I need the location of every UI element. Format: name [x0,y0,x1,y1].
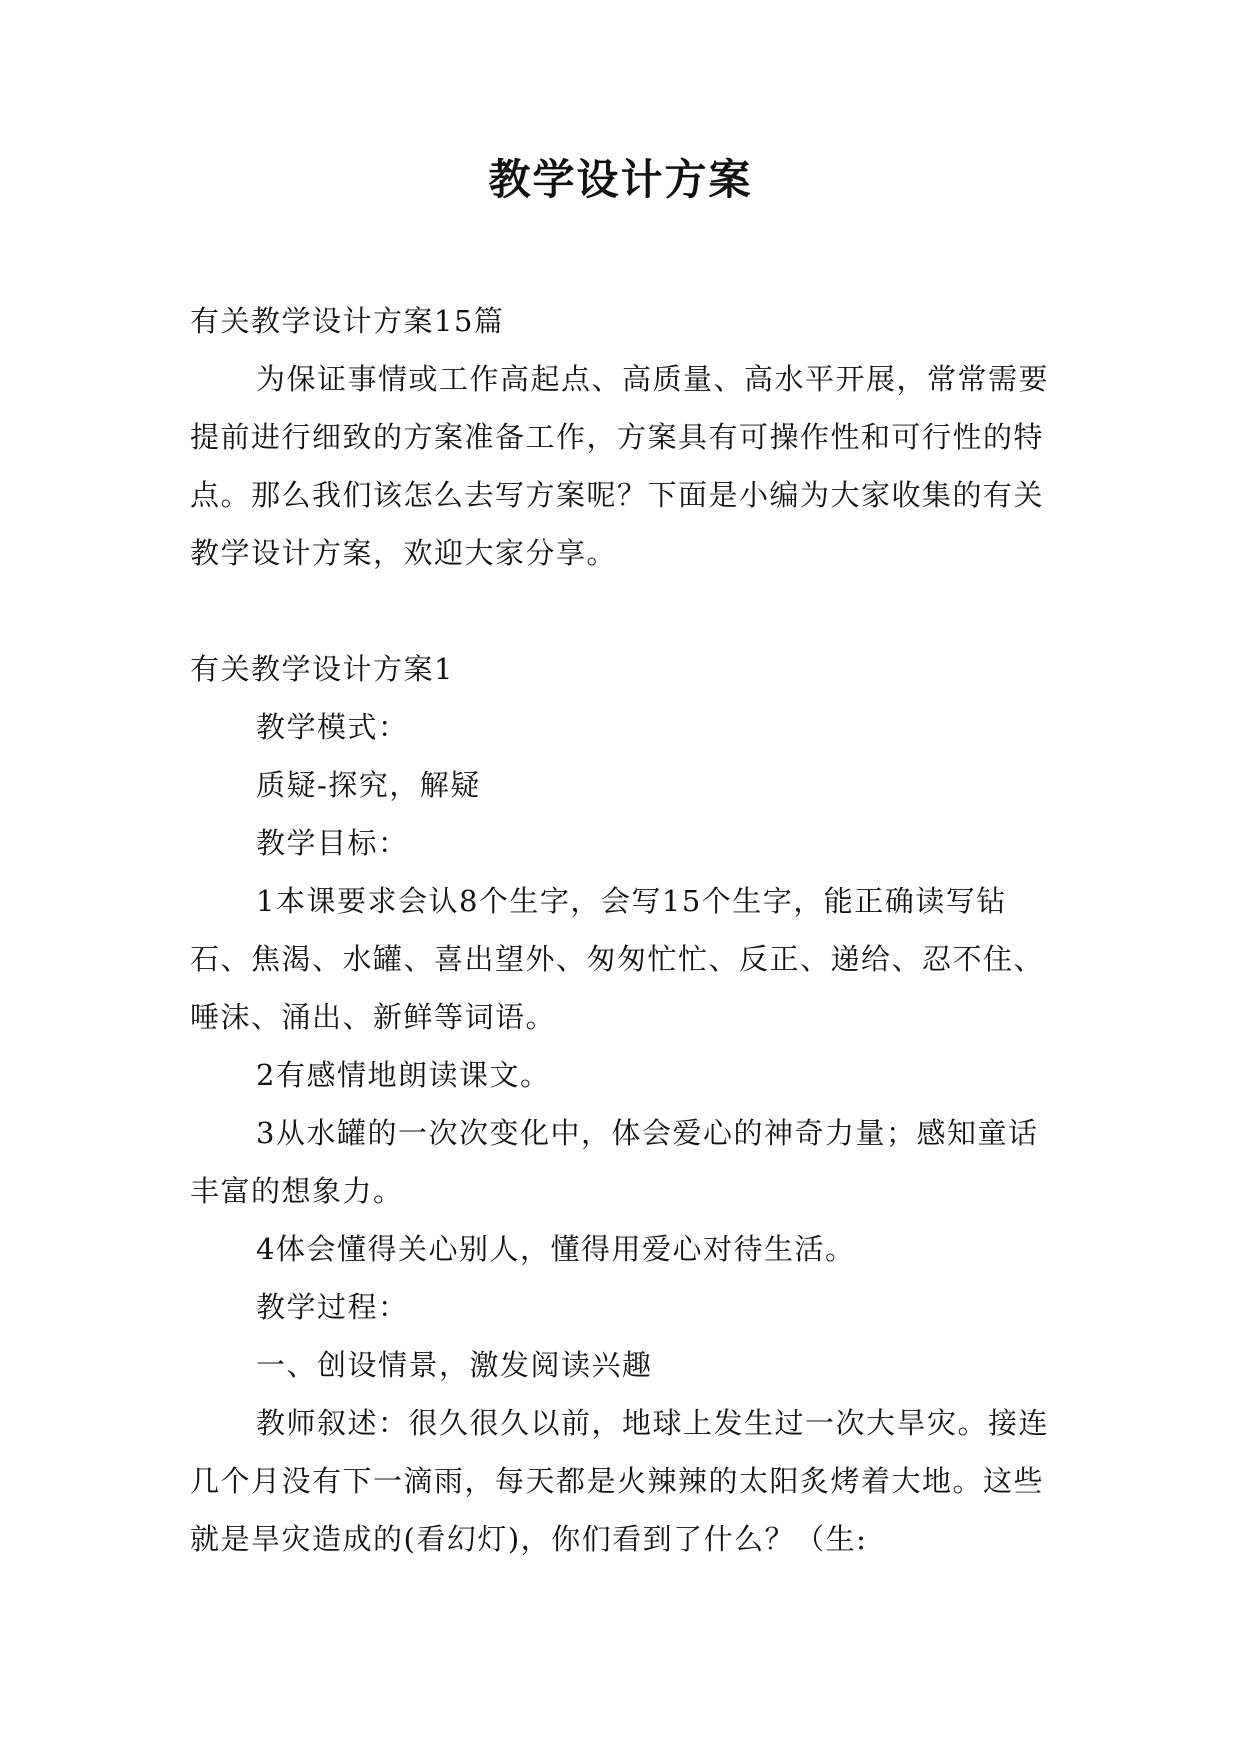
paragraph-step-1: 一、创设情景，激发阅读兴趣 [256,1348,653,1382]
paragraph-teacher-narration: 教师叙述：很久很久以前，地球上发生过一次大旱灾。接连几个月没有下一滴雨，每天都是火辣辣的太阳炙烤着大地。这些就是旱灾造成的(看幻灯)，你们看到了什么？（生: [190,1406,1050,1556]
paragraph-objective-1: 1本课要求会认8个生字，会写15个生字，能正确读写钻石、焦渴、水罐、喜出望外、匆匆忙忙、反正、递给、忍不住、唾沫、涌出、新鲜等词语。 [190,884,1045,1034]
document-title: 教学设计方案 [488,155,753,204]
paragraph-teaching-mode-label: 教学模式： [256,710,409,744]
paragraph-objective-2: 2有感情地朗读课文。 [256,1058,551,1092]
paragraph-objectives-label: 教学目标： [256,826,409,860]
section-heading: 有关教学设计方案1 [190,652,454,686]
paragraph-objective-3: 3从水罐的一次次变化中，体会爱心的神奇力量；感知童话丰富的想象力。 [190,1116,1039,1208]
paragraph-teaching-mode: 质疑-探究，解疑 [256,768,481,802]
paragraph-objective-4: 4体会懂得关心别人，懂得用爱心对待生活。 [256,1232,856,1266]
document-body [190,292,1050,1568]
intro-paragraph: 为保证事情或工作高起点、高质量、高水平开展，常常需要提前进行细致的方案准备工作，方案具有可操作性和可行性的特点。那么我们该怎么去写方案呢？下面是小编为大家收集的有关教学设计方案，欢迎大家分享。 [190,362,1050,570]
document-subtitle: 有关教学设计方案15篇 [190,304,505,338]
paragraph-process-label: 教学过程： [256,1290,409,1324]
section-spacer [190,582,1050,640]
